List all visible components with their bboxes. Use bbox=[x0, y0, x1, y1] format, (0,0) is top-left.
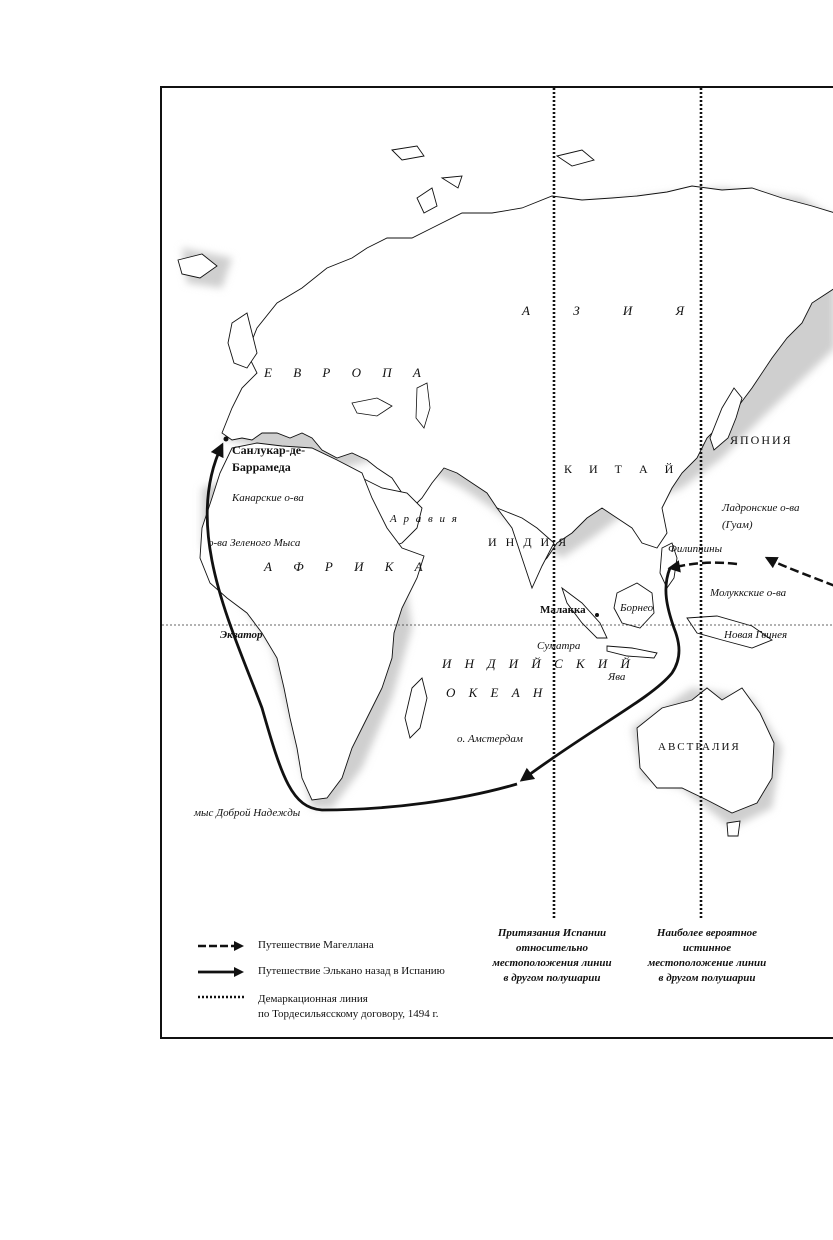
legend-elcano bbox=[198, 964, 445, 979]
legend-magellan-label: Путешествие Магеллана bbox=[258, 939, 374, 951]
label-moluccas: Молуккские о-ва bbox=[710, 587, 787, 599]
label-amsterdam: о. Амстердам bbox=[457, 733, 523, 745]
label-arabia: А р а в и я bbox=[390, 513, 459, 525]
label-asia: А З И Я bbox=[522, 303, 705, 318]
label-europe: Е В Р О П А bbox=[264, 365, 430, 380]
label-borneo: Борнео bbox=[620, 602, 654, 614]
legend-demarcation-label: Демаркационная линия по Тордесильясскому договору, 1494 г. bbox=[258, 993, 439, 1020]
label-new-guinea: Новая Гвинея bbox=[724, 629, 788, 641]
label-cape-verde: о-ва Зеленого Мыса bbox=[208, 537, 301, 549]
malacca-marker bbox=[595, 613, 599, 617]
label-ladrones-1: Ладронские о-ва bbox=[722, 502, 800, 514]
label-canary: Канарские о-ва bbox=[232, 492, 304, 504]
label-indian-ocean-1: И Н Д И Й С К И Й bbox=[442, 656, 635, 671]
label-ladrones-2: (Гуам) bbox=[722, 519, 753, 531]
label-india: И Н Д И Я bbox=[488, 535, 570, 549]
legend-demarcation-symbol bbox=[198, 992, 246, 1004]
label-australia: АВСТРАЛИЯ bbox=[658, 741, 741, 753]
label-indian-ocean-2: О К Е А Н bbox=[446, 685, 548, 700]
label-sumatra: Суматра bbox=[537, 640, 581, 652]
legend-demarcation bbox=[198, 992, 439, 1022]
tasmania-island bbox=[727, 821, 740, 836]
magellan-route bbox=[767, 558, 833, 586]
label-equator: Экватор bbox=[220, 629, 263, 641]
caption-true-line: Наиболее вероятное истинное местоположение линии в другом полушарии bbox=[647, 927, 767, 984]
legend-elcano-symbol bbox=[198, 966, 246, 978]
caption-spain-claim: Притязания Испании относительно местоположения линии в другом полушарии bbox=[492, 927, 612, 984]
magellan-route-philippines bbox=[670, 563, 737, 568]
map-frame bbox=[160, 86, 833, 1039]
label-japan: ЯПОНИЯ bbox=[730, 433, 793, 447]
madagascar-island bbox=[405, 678, 427, 738]
label-malacca: Малакка bbox=[540, 604, 586, 616]
label-sanlucar-1: Санлукар-де- bbox=[232, 443, 306, 457]
label-africa: А Ф Р И К А bbox=[264, 559, 432, 574]
label-java: Ява bbox=[608, 671, 626, 683]
sanlucar-marker bbox=[224, 437, 229, 442]
legend-elcano-label: Путешествие Элькано назад в Испанию bbox=[258, 965, 445, 977]
label-china: К И Т А Й bbox=[564, 462, 681, 476]
label-good-hope: мыс Доброй Надежды bbox=[194, 807, 301, 819]
map-drawing bbox=[162, 88, 833, 1039]
legend-magellan-symbol bbox=[198, 940, 246, 952]
britain-island bbox=[228, 313, 257, 368]
label-sanlucar-2: Баррамеда bbox=[232, 460, 291, 474]
legend-magellan bbox=[198, 938, 374, 953]
label-philippines: Филиппины bbox=[668, 543, 723, 555]
